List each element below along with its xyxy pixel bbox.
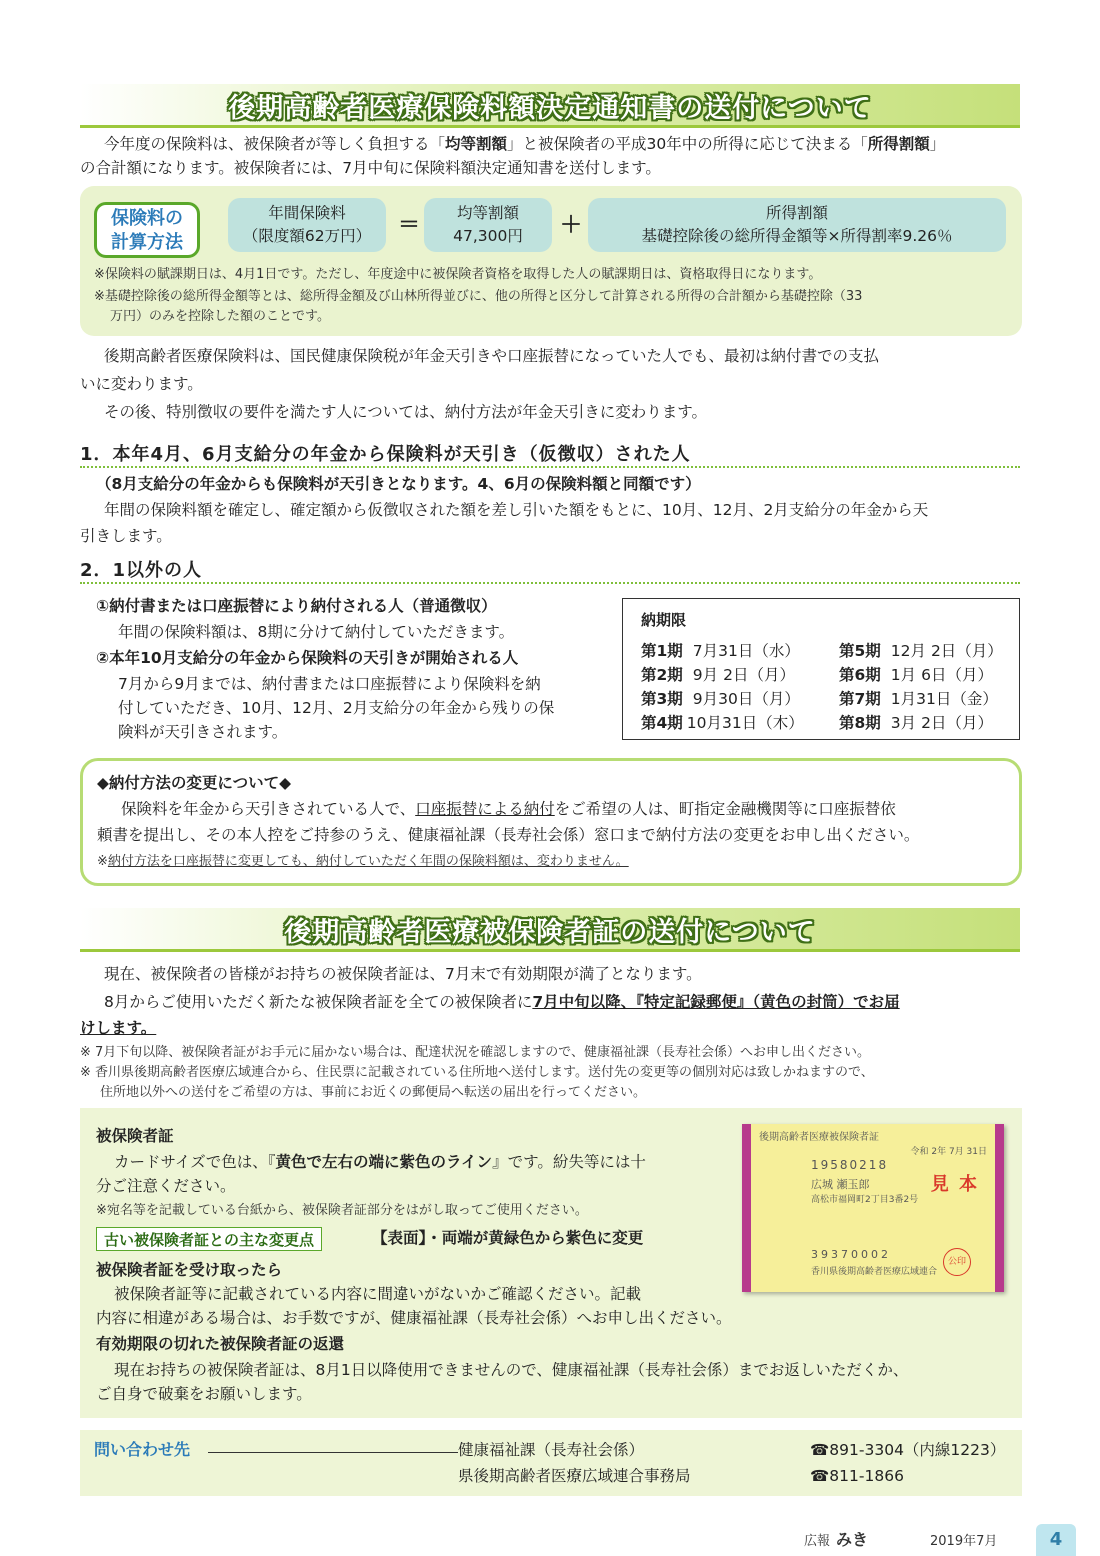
flat-rate-pill (424, 198, 552, 252)
contact-tel-2: ☎811-1866 (810, 1467, 904, 1485)
case-2b-body-1: 7月から9月までは、納付書または口座振替により保険料を納 (118, 675, 541, 693)
case-1-body-1: 年間の保険料額を確定し、確定額から仮徴収された額を差し引いた額をもとに、10月、12月、2月支給分の年金から天 (104, 501, 929, 519)
s2-note-2a: ※ 香川県後期高齢者医療広域連合から、住民票に記載されている住所地へ送付します。送付先の変更等の個別対応は致しかねますので、 (80, 1065, 874, 1080)
annual-limit: （限度額62万円） (242, 227, 372, 245)
period-label: 第4期 (641, 714, 683, 732)
flat-rate-term: 均等割額 (445, 135, 508, 153)
received-body-2: 内容に相違がある場合は、お手数ですが、健康福祉課（長寿社会係）へお申し出ください。 (96, 1309, 732, 1327)
received-body-1: 被保険者証等に記載されている内容に間違いがないかご確認ください。記載 (114, 1285, 642, 1303)
footer-date: 2019年7月 (930, 1534, 998, 1549)
schedule-row (641, 687, 800, 709)
body-line-3: その後、特別徴収の要件を満たす人については、納付方法が年金天引きに変わります。 (104, 403, 707, 421)
card-sample-expiry: 令和 2年 7月 31日 (910, 1147, 987, 1157)
footer-brand: みき (836, 1530, 869, 1549)
section1-banner (80, 84, 1020, 128)
payment-schedule-box (622, 598, 1020, 740)
income-rate-label: 所得割額 (765, 204, 828, 222)
heading-underline (80, 582, 1020, 584)
calculation-label (94, 202, 200, 258)
contact-org-2: 県後期高齢者医療広域連合事務局 (458, 1467, 691, 1485)
contact-leader-line (208, 1452, 458, 1453)
income-rate-term: 所得割額 (867, 135, 930, 153)
page-number: 4 (1036, 1524, 1076, 1556)
note-mark: ※ (97, 854, 108, 869)
account-transfer-term: 口座振替による納付 (415, 800, 555, 818)
card-sample-header: 後期高齢者医療被保険者証 (759, 1132, 879, 1143)
change-note-text: 納付方法を口座振替に変更しても、納付していただく年間の保険料額は、変わりません。 (107, 854, 629, 869)
change-title: ◆納付方法の変更について◆ (97, 774, 292, 792)
body-line-1: 後期高齢者医療保険料は、国民健康保険税が年金天引きや口座振替になっていた人でも、最初は納付書での支払 (104, 347, 880, 365)
intro-text: 」と被保険者の平成30年中の所得に応じて決まる「 (507, 135, 868, 153)
s2-body-2 (104, 990, 1024, 1014)
case-2a-title: ①納付書または口座振替により納付される人（普通徴収） (96, 597, 497, 615)
payment-change-box (80, 758, 1022, 886)
section2-banner (80, 908, 1020, 952)
due-date: 3月 2日（月） (890, 714, 993, 732)
received-heading: 被保険者証を受け取ったら (96, 1261, 283, 1279)
sample-insurance-card (742, 1124, 1004, 1292)
period-label: 第5期 (839, 642, 881, 660)
calc-note-2b: 万円）のみを控除した額のことです。 (110, 309, 330, 324)
card-heading: 被保険者証 (96, 1127, 174, 1145)
card-sample-mihon: 見 本 (930, 1174, 979, 1195)
case-1-body-2: 引きします。 (80, 527, 172, 545)
due-date: 12月 2日（月） (890, 642, 1003, 660)
card-text: 』です。紛失等には十 (492, 1153, 646, 1171)
case-2a-body: 年間の保険料額は、8期に分けて納付していただきます。 (118, 623, 515, 641)
heading-case-2: 2．1以外の人 (80, 560, 203, 581)
due-date: 7月31日（水） (692, 642, 800, 660)
card-sample-number: 19580218 (811, 1158, 889, 1172)
s2-body-1: 現在、被保険者の皆様がお持ちの被保険者証は、7月末で有効期限が満了となります。 (104, 965, 702, 983)
contact-box (80, 1430, 1022, 1496)
due-date: 9月 2日（月） (692, 666, 795, 684)
case-2b-title: ②本年10月支給分の年金から保険料の天引きが開始される人 (96, 649, 519, 667)
intro-line-2: の合計額になります。被保険者には、7月中旬に保険料額決定通知書を送付します。 (80, 159, 661, 177)
contact-org-1: 健康福祉課（長寿社会係） (458, 1441, 645, 1459)
annual-premium-label: 年間保険料 (268, 204, 346, 222)
period-label: 第6期 (839, 666, 881, 684)
plus-sign: ＋ (560, 213, 583, 238)
period-label: 第2期 (641, 666, 683, 684)
schedule-title: 納期限 (641, 611, 687, 629)
period-label: 第3期 (641, 690, 683, 708)
due-date: 10月31日（木） (686, 714, 804, 732)
income-rate-formula: 基礎控除後の総所得金額等×所得割率9.26％ (641, 227, 953, 245)
change-note (97, 851, 1017, 872)
card-sample-insurer-no: 39370002 (811, 1248, 891, 1261)
footer-publication: 広報 (804, 1534, 831, 1549)
case-1-subtitle: （8月支給分の年金からも保険料が天引きとなります。4、6月の保険料額と同額です） (96, 475, 701, 493)
intro-text: 今年度の保険料は、被保険者が等しく負担する「 (104, 135, 446, 153)
change-body-2: 頼書を提出し、その本人控をご持参のうえ、健康福祉課（長寿社会係）窓口まで納付方法の変更をお申し出ください。 (97, 826, 920, 844)
income-rate-pill (588, 198, 1006, 252)
intro-line-1 (104, 132, 1024, 156)
change-text: をご希望の人は、町指定金融機関等に口座振替依 (554, 800, 896, 818)
period-label: 第1期 (641, 642, 683, 660)
due-date: 1月 6日（月） (890, 666, 993, 684)
expired-body-1: 現在お持ちの被保険者証は、8月1日以降使用できませんので、健康福祉課（長寿社会係）までお返しいただくか、 (114, 1361, 909, 1379)
change-body-1 (121, 797, 1011, 821)
change-text: 保険料を年金から天引きされている人で、 (121, 800, 416, 818)
section1-title: 後期高齢者医療保険料額決定通知書の送付について (228, 93, 872, 124)
calc-note-1: ※保険料の賦課期日は、4月1日です。ただし、年度途中に被保険者資格を取得した人の賦課期日は、資格取得日になります。 (94, 267, 822, 282)
period-label: 第8期 (839, 714, 881, 732)
card-body-2: 分ご注意ください。 (96, 1177, 236, 1195)
s2-text: 8月からご使用いただく新たな被保険者証を全ての被保険者に (104, 993, 533, 1011)
card-note: ※宛名等を記載している台紙から、被保険者証部分をはがし取ってご使用ください。 (96, 1203, 588, 1218)
equals-sign: ＝ (398, 213, 421, 238)
schedule-row (839, 711, 993, 733)
schedule-row (839, 663, 993, 685)
section2-title: 後期高齢者医療被保険者証の送付について (284, 917, 816, 948)
card-body-1 (114, 1150, 734, 1174)
schedule-row (641, 663, 795, 685)
s2-body-3: けします。 (80, 1019, 157, 1037)
old-card-change-text: 【表面】・両端が黄緑色から紫色に変更 (372, 1229, 644, 1247)
annual-premium-pill (228, 198, 386, 252)
card-sample-name: 広城 瀬玉郎 (811, 1178, 870, 1191)
heading-case-1: 1．本年4月、6月支給分の年金から保険料が天引き（仮徴収）された人 (80, 444, 691, 465)
calculation-box (80, 186, 1022, 336)
intro-text: 」 (929, 135, 946, 153)
schedule-row (641, 639, 800, 661)
due-date: 1月31日（金） (890, 690, 998, 708)
case-2b-body-2: 付していただき、10月、12月、2月支給分の年金から残りの保 (118, 699, 555, 717)
schedule-row (641, 711, 804, 733)
due-date: 9月30日（月） (692, 690, 800, 708)
card-sample-address: 高松市福岡町2丁目3番2号 (811, 1195, 919, 1205)
s2-note-1: ※ 7月下旬以降、被保険者証がお手元に届かない場合は、配達状況を確認しますので、健康福祉課（長寿社会係）へお申し出ください。 (80, 1045, 871, 1060)
body-line-2: いに変わります。 (80, 375, 203, 393)
flat-rate-amount: 47,300円 (453, 227, 523, 245)
old-card-changes-tag: 古い被保険者証との主な変更点 (96, 1227, 322, 1251)
schedule-row (839, 639, 1003, 661)
heading-underline (80, 466, 1020, 468)
contact-tel-1: ☎891-3304（内線1223） (810, 1441, 1006, 1459)
card-sample-stamp: 公印 (943, 1248, 971, 1276)
contact-label: 問い合わせ先 (94, 1440, 191, 1459)
flat-rate-label: 均等割額 (456, 204, 519, 222)
expired-heading: 有効期限の切れた被保険者証の返還 (96, 1335, 345, 1353)
card-sample-issuer: 香川県後期高齢者医療広域連合 (811, 1267, 938, 1277)
calc-label-line: 保険料の (111, 208, 183, 229)
schedule-row (839, 687, 998, 709)
s2-note-2b: 住所地以外への送付をご希望の方は、事前にお近くの郵便局へ転送の届出を行ってください。 (100, 1085, 647, 1100)
calc-note-2a: ※基礎控除後の総所得金額等とは、総所得金額及び山林所得並びに、他の所得と区分して計算される所得の合計額から基礎控除（33 (94, 289, 863, 304)
period-label: 第7期 (839, 690, 881, 708)
calc-label-line: 計算方法 (111, 232, 183, 253)
case-2b-body-3: 険料が天引きされます。 (118, 723, 288, 741)
expired-body-2: ご自身で破棄をお願いします。 (96, 1385, 312, 1403)
s2-emphasis: 7月中旬以降、『特定記録郵便』（黄色の封筒）でお届 (532, 993, 900, 1011)
card-color-term: 黄色で左右の端に紫色のライン (275, 1153, 493, 1171)
card-text: カードサイズで色は、『 (114, 1153, 276, 1171)
